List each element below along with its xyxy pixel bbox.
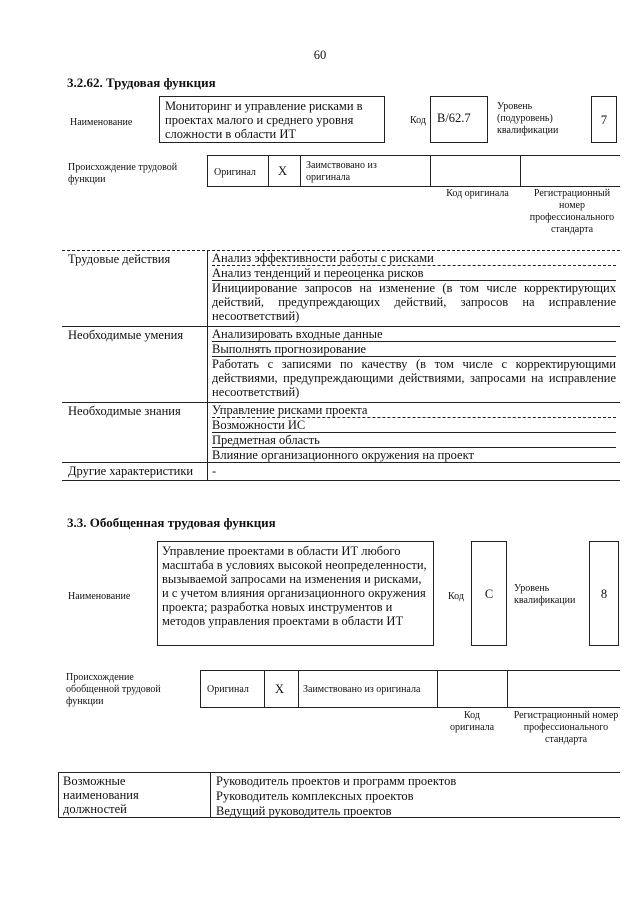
original-label-2: Оригинал xyxy=(207,684,249,695)
origin-label-2: Происхождение обобщенной трудовой функции xyxy=(66,672,161,707)
name-label: Наименование xyxy=(70,117,133,128)
qualification-level-value-2: 8 xyxy=(600,587,608,601)
code-value: B/62.7 xyxy=(437,111,471,125)
function-name-text: Мониторинг и управление рисками в проектах малого и среднего уровня сложности в области ИТ xyxy=(165,99,363,141)
position-item: Ведущий руководитель проектов xyxy=(216,804,392,818)
section-heading-3-2-62: 3.2.62. Трудовая функция xyxy=(67,75,216,90)
generalized-function-name-text: Управление проектами в области ИТ любого масштаба в условиях высокой неопределенности, вызываемой запросами на изменения и рисками, и с учетом влияния организационного окружения проекта; разработка новых инструментов и методов управления проектами в области ИТ xyxy=(162,544,427,628)
table-item: Анализ эффективности работы с рисками xyxy=(212,251,616,266)
code-box xyxy=(430,96,488,143)
code-value-2: C xyxy=(484,587,494,601)
qualification-level-value: 7 xyxy=(600,113,608,127)
position-item: Руководитель проектов и программ проектов xyxy=(216,774,457,788)
reg-number-label: Регистрационный номер профессионального стандарта xyxy=(529,188,615,235)
original-mark: X xyxy=(278,164,288,178)
label-labor-actions: Трудовые действия xyxy=(68,252,171,266)
competency-table xyxy=(62,250,620,481)
page-number: 60 xyxy=(313,48,327,62)
original-mark-2: X xyxy=(275,682,285,696)
original-code-label: Код оригинала xyxy=(446,188,509,199)
qualification-level-box xyxy=(591,96,617,143)
label-required-knowledge: Необходимые знания xyxy=(68,404,181,418)
table-item: Возможности ИС xyxy=(212,418,616,433)
table-item: - xyxy=(212,464,217,478)
qualification-level-label-2: Уровень квалификации xyxy=(514,583,576,606)
borrowed-label-2: Заимствовано из оригинала xyxy=(303,684,421,695)
function-name-box xyxy=(159,96,385,143)
position-item: Руководитель комплексных проектов xyxy=(216,789,414,803)
code-label-2: Код xyxy=(448,591,464,602)
section-heading-3-3: 3.3. Обобщенная трудовая функция xyxy=(67,515,276,530)
table-item: Влияние организационного окружения на проект xyxy=(212,448,474,462)
code-box-2 xyxy=(471,541,507,646)
table-item: Выполнять прогнозирование xyxy=(212,342,616,357)
qualification-level-label: Уровень (подуровень) квалификации xyxy=(497,101,559,136)
positions-label: Возможные наименования должностей xyxy=(63,774,139,816)
generalized-function-name-box xyxy=(157,541,434,646)
original-code-label-2: Код оригинала xyxy=(449,710,495,733)
origin-label: Происхождение трудовой функции xyxy=(68,162,178,185)
table-item: Управление рисками проекта xyxy=(212,403,616,418)
name-label-2: Наименование xyxy=(68,591,131,602)
borrowed-label: Заимствовано из оригинала xyxy=(306,160,377,183)
code-label: Код xyxy=(410,115,426,126)
table-item: Предметная область xyxy=(212,433,616,448)
label-other-characteristics: Другие характеристики xyxy=(68,464,194,478)
table-item: Инициирование запросов на изменение (в том числе корректирующих действий, предупреждающих действий, запросов на исправление несоответствий) xyxy=(212,281,616,323)
label-required-skills: Необходимые умения xyxy=(68,328,184,342)
table-item: Анализ тенденций и переоценка рисков xyxy=(212,266,616,281)
reg-number-label-2: Регистрационный номер профессионального стандарта xyxy=(513,710,619,745)
table-item: Работать с записями по качеству (в том числе с корректирующими действиями, предупреждающими действиями, запросами на исправление несоответствий) xyxy=(212,357,616,399)
table-item: Анализировать входные данные xyxy=(212,327,616,342)
qualification-level-box-2 xyxy=(589,541,619,646)
original-label: Оригинал xyxy=(214,167,256,178)
